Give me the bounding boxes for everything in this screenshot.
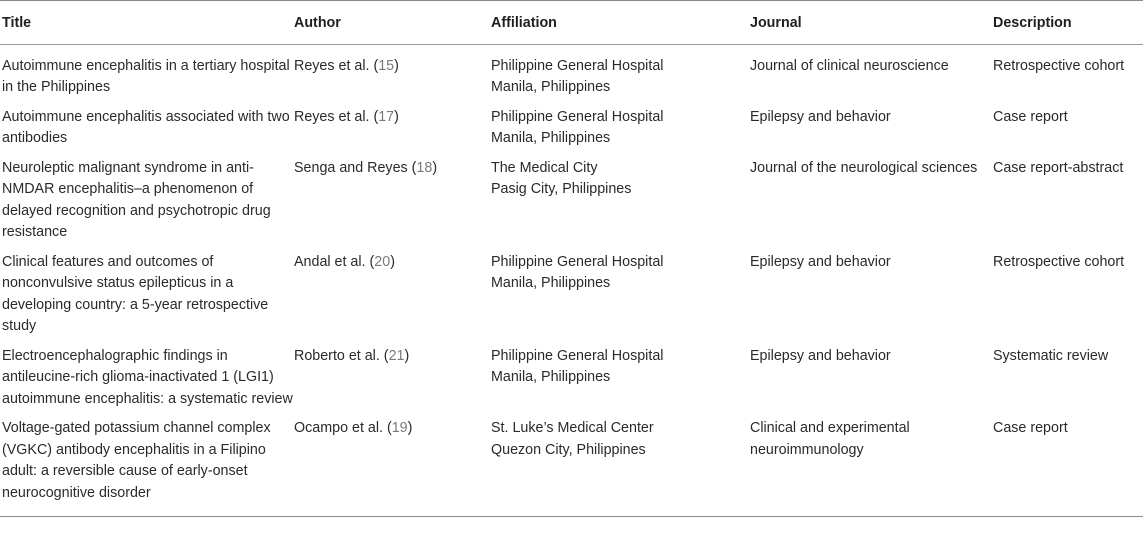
- cell-description: Case report: [993, 420, 1068, 436]
- reference-link[interactable]: 18: [416, 159, 433, 176]
- table-row: [0, 103, 1143, 154]
- reference-link[interactable]: 17: [378, 108, 395, 125]
- cell-author: [294, 154, 491, 248]
- affiliation-location: Manila, Philippines: [491, 369, 611, 385]
- affiliation-location: Manila, Philippines: [491, 130, 611, 146]
- author-name: Ocampo et al. (: [294, 420, 392, 436]
- cell-journal: Epilepsy and behavior: [750, 253, 891, 270]
- affiliation-location: Manila, Philippines: [491, 79, 611, 95]
- header-title: Title: [2, 15, 32, 31]
- author-close: ): [390, 253, 395, 270]
- table-row: [0, 44, 1143, 103]
- cell-title: Clinical features and outcomes of nonconvulsive status epilepticus in a developing country: a 5-year retrospective study: [2, 253, 269, 334]
- table-row: [0, 248, 1143, 342]
- reference-link[interactable]: 21: [388, 347, 405, 364]
- cell-title: Autoimmune encephalitis associated with two antibodies: [2, 108, 290, 146]
- cell-author: [294, 44, 491, 103]
- header-row: [0, 1, 1143, 45]
- cell-title: Autoimmune encephalitis in a tertiary hospital in the Philippines: [2, 57, 290, 95]
- header-author: Author: [294, 15, 341, 31]
- cell-description: Case report: [993, 108, 1068, 125]
- cell-affiliation: [491, 44, 750, 103]
- table-body: [0, 44, 1143, 517]
- cell-journal: Epilepsy and behavior: [750, 108, 891, 125]
- reference-link[interactable]: 20: [374, 253, 391, 270]
- cell-affiliation: [491, 248, 750, 342]
- author-close: ): [404, 347, 410, 364]
- cell-description: Systematic review: [993, 347, 1109, 364]
- cell-author: [294, 342, 491, 415]
- affiliation-institution: Philippine General Hospital: [491, 57, 664, 74]
- affiliation-institution: The Medical City: [491, 159, 598, 176]
- affiliation-institution: Philippine General Hospital: [491, 347, 664, 364]
- cell-title: Voltage-gated potassium channel complex (VGKC) antibody encephalitis in a Filipino adult: a reversible cause of early-onset neurocognitive disorder: [2, 420, 271, 501]
- cell-author: [294, 248, 491, 342]
- cell-journal: Clinical and experimental neuroimmunology: [750, 420, 910, 458]
- reference-link[interactable]: 19: [391, 420, 408, 436]
- affiliation-location: Pasig City, Philippines: [491, 181, 632, 197]
- cell-journal: Journal of clinical neuroscience: [750, 57, 949, 74]
- cell-journal: Journal of the neurological sciences: [750, 159, 978, 176]
- cell-author: [294, 414, 491, 517]
- cell-affiliation: [491, 342, 750, 415]
- cell-title: Electroencephalographic findings in antileucine-rich glioma-inactivated 1 (LGI1) autoimmune encephalitis: a systematic review: [2, 347, 293, 407]
- author-name: Reyes et al. (: [294, 57, 379, 74]
- header-journal: Journal: [750, 15, 802, 31]
- author-close: ): [394, 108, 399, 125]
- table-row: [0, 342, 1143, 415]
- cell-description: Retrospective cohort: [993, 253, 1125, 270]
- table-row: [0, 154, 1143, 248]
- author-close: ): [432, 159, 438, 176]
- reference-link[interactable]: 15: [378, 57, 395, 74]
- affiliation-location: Quezon City, Philippines: [491, 441, 646, 458]
- author-name: Reyes et al. (: [294, 108, 379, 125]
- affiliation-institution: Philippine General Hospital: [491, 253, 664, 270]
- cell-affiliation: [491, 154, 750, 248]
- author-name: Senga and Reyes (: [294, 159, 417, 176]
- table-row: [0, 414, 1143, 517]
- cell-affiliation: [491, 414, 750, 517]
- cell-description: Retrospective cohort: [993, 57, 1125, 74]
- cell-author: [294, 103, 491, 154]
- affiliation-institution: Philippine General Hospital: [491, 108, 664, 125]
- table-header: [0, 1, 1143, 45]
- header-description: Description: [993, 15, 1072, 31]
- author-close: ): [407, 420, 413, 436]
- cell-title: Neuroleptic malignant syndrome in anti-NMDAR encephalitis–a phenomenon of delayed recognition and psychotropic drug resistance: [2, 159, 271, 240]
- author-name: Roberto et al. (: [294, 347, 389, 364]
- affiliation-location: Manila, Philippines: [491, 275, 611, 291]
- cell-affiliation: [491, 103, 750, 154]
- header-affiliation: Affiliation: [491, 15, 557, 31]
- affiliation-institution: St. Luke’s Medical Center: [491, 420, 654, 436]
- author-close: ): [394, 57, 399, 74]
- cell-journal: Epilepsy and behavior: [750, 347, 891, 364]
- author-name: Andal et al. (: [294, 253, 375, 270]
- cell-description: Case report-abstract: [993, 159, 1124, 176]
